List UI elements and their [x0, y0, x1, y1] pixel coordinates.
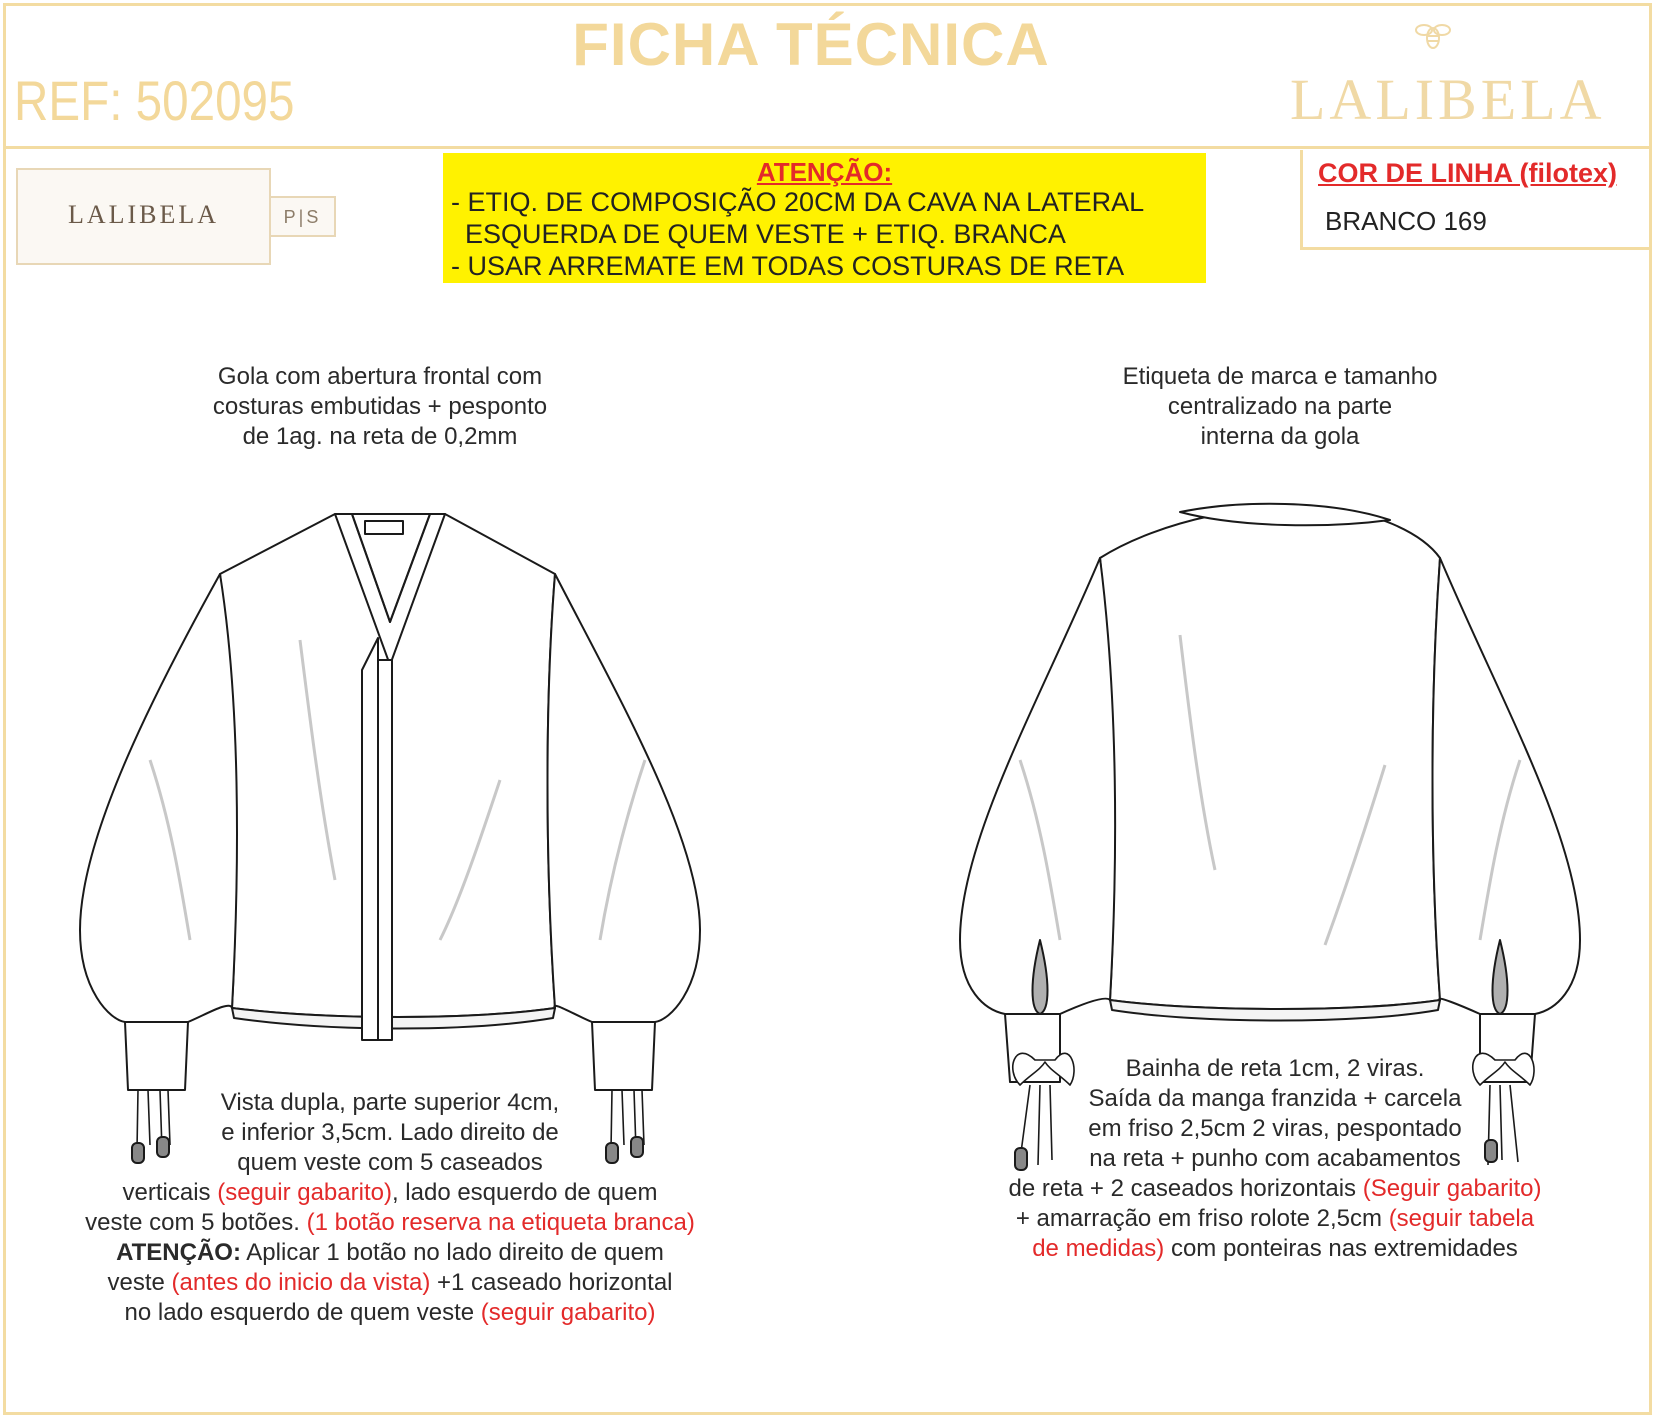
- attention-line: ESQUERDA DE QUEM VESTE + ETIQ. BRANCA: [465, 219, 1066, 249]
- note-text: Aplicar 1 botão no lado direito de quem: [240, 1239, 664, 1266]
- note-text: veste com 5 botões.: [85, 1209, 307, 1236]
- note-line: [20, 1238, 760, 1268]
- note-line: e inferior 3,5cm. Lado direito de: [221, 1119, 559, 1146]
- note-line: [930, 1204, 1620, 1234]
- note-line: [930, 1174, 1620, 1204]
- label-note: [1080, 362, 1480, 452]
- note-highlight: (antes do inicio da vista): [171, 1269, 431, 1296]
- note-line: Saída da manga franzida + carcela: [1088, 1085, 1462, 1112]
- thread-color-title: COR DE LINHA (filotex): [1318, 158, 1617, 188]
- note-highlight: de medidas): [1032, 1235, 1165, 1262]
- note-attention: ATENÇÃO:: [116, 1239, 241, 1266]
- note-line: [930, 1234, 1620, 1264]
- note-line: na reta + punho com acabamentos: [1089, 1145, 1461, 1172]
- attention-line: - USAR ARREMATE EM TODAS COSTURAS DE RETA: [451, 251, 1125, 281]
- note-highlight: (1 botão reserva na etiqueta branca): [306, 1209, 695, 1236]
- note-line: em friso 2,5cm 2 viras, pespontado: [1088, 1115, 1462, 1142]
- note-text: verticais: [122, 1179, 218, 1206]
- page-title: FICHA TÉCNICA: [572, 11, 1050, 78]
- note-text: + amarração em friso rolote 2,5cm: [1015, 1205, 1389, 1232]
- note-line: [20, 1298, 760, 1328]
- reference-code: REF: 502095: [14, 69, 295, 132]
- attention-line: - ETIQ. DE COMPOSIÇÃO 20CM DA CAVA NA LATERAL: [451, 187, 1145, 217]
- note-text: com ponteiras nas extremidades: [1164, 1235, 1518, 1262]
- note-text: , lado esquerdo de quem: [391, 1179, 658, 1206]
- note-highlight: (seguir gabarito): [480, 1299, 656, 1326]
- note-text: no lado esquerdo de quem veste: [124, 1299, 481, 1326]
- attention-title: ATENÇÃO:: [756, 157, 893, 187]
- note-line: costuras embutidas + pesponto: [212, 393, 548, 420]
- front-construction-note: [20, 1088, 760, 1328]
- back-construction-note: [930, 1054, 1620, 1264]
- note-text: veste: [107, 1269, 172, 1296]
- note-line: interna da gola: [1200, 423, 1360, 450]
- brand-logo: LALIBELA: [1290, 67, 1606, 132]
- note-line: Bainha de reta 1cm, 2 viras.: [1125, 1055, 1425, 1082]
- note-text: +1 caseado horizontal: [430, 1269, 673, 1296]
- note-highlight: (seguir gabarito): [217, 1179, 392, 1206]
- label-tag-brand: LALIBELA: [67, 200, 220, 229]
- note-line: [20, 1208, 760, 1238]
- front-view-drawing: [80, 514, 700, 1163]
- note-line: Etiqueta de marca e tamanho: [1122, 363, 1438, 390]
- note-line: [20, 1268, 760, 1298]
- note-highlight: (seguir tabela: [1388, 1205, 1535, 1232]
- note-line: Gola com abertura frontal com: [217, 363, 543, 390]
- thread-color-value: BRANCO 169: [1325, 206, 1487, 236]
- note-line: de 1ag. na reta de 0,2mm: [242, 423, 518, 450]
- note-line: Vista dupla, parte superior 4cm,: [220, 1089, 560, 1116]
- collar-note: [180, 362, 580, 452]
- note-highlight: (Seguir gabarito): [1362, 1175, 1542, 1202]
- note-line: centralizado na parte: [1167, 393, 1393, 420]
- note-line: [20, 1178, 760, 1208]
- note-line: quem veste com 5 caseados: [237, 1149, 543, 1176]
- label-tag-size: P|S: [271, 196, 336, 237]
- note-text: de reta + 2 caseados horizontais: [1008, 1175, 1363, 1202]
